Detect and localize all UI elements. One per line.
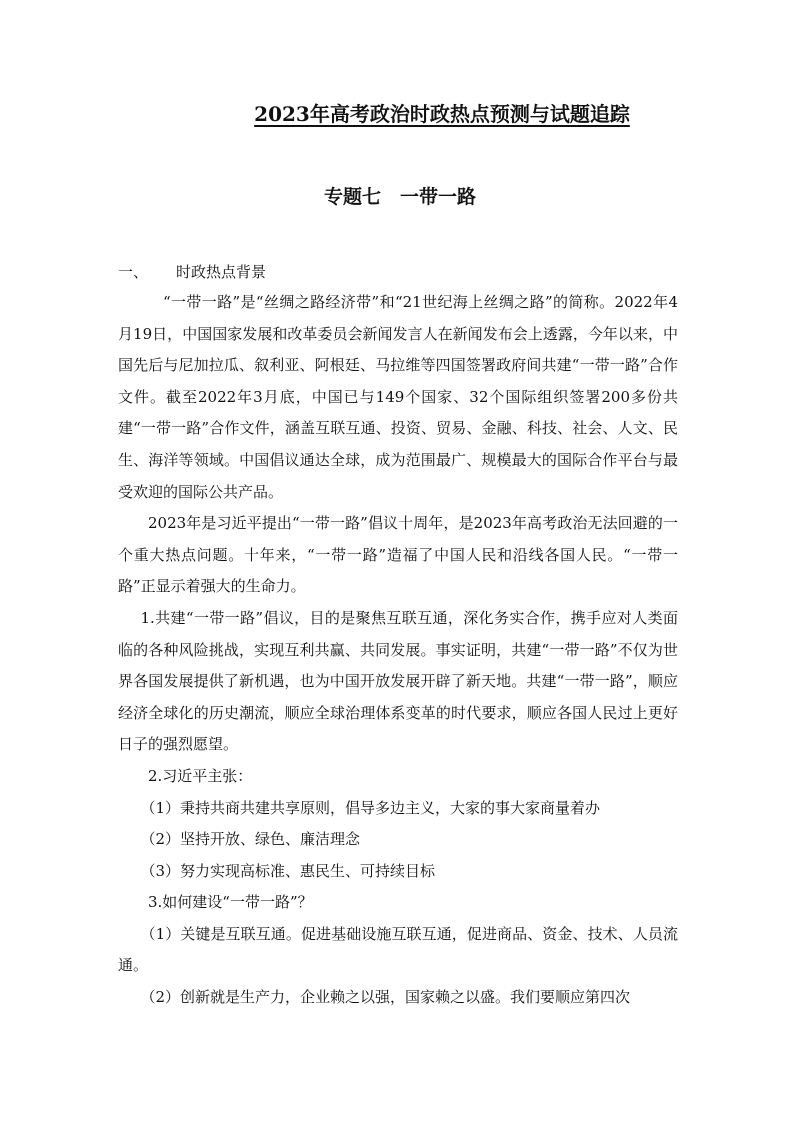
section-number: 一、 <box>118 263 149 281</box>
section-heading <box>118 261 266 282</box>
list-item: （1）关键是互联互通。促进基础设施互联互通，促进商品、资金、技术、人员流通。 <box>118 924 678 975</box>
document-title: 2023年高考政治时政热点预测与试题追踪 <box>254 102 630 126</box>
list-item: （3）努力实现高标准、惠民生、可持续目标 <box>140 861 436 880</box>
paragraph-point-3: 3.如何建设“一带一路”？ <box>148 893 313 912</box>
paragraph-point-2: 2.习近平主张： <box>148 766 253 785</box>
paragraph-background: “一带一路”是“丝绸之路经济带”和“21世纪海上丝绸之路”的简称。2022年4月19日，中国国家发展和改革委员会新闻发言人在新闻发布会上透露，今年以来，中国先后与尼加拉瓜、叙利亚、阿根廷、马拉维等四国签署政府间共建“一带一路”合作文件。截至2022年3月底，中国已与149个国家、32个国际组织签署200多份共建“一带一路”合作文件，涵盖互联互通、投资、贸易、金融、科技、社会、人文、民生、海洋等领域。中国倡议通达全球，成为范围最广、规模最大的国际合作平台与最受欢迎的国际公共产品。 <box>118 293 678 501</box>
paragraph-significance: 2023年是习近平提出“一带一路”倡议十周年，是2023年高考政治无法回避的一个重大热点问题。十年来，“一带一路”造福了中国人民和沿线各国人民。“一带一路”正显示着强大的生命力。 <box>118 514 678 596</box>
body-text <box>118 287 678 1014</box>
topic-title: 专题七 一带一路 <box>323 186 476 208</box>
section-heading-text: 时政热点背景 <box>176 263 267 281</box>
paragraph-point-1: 1.共建“一带一路”倡议，目的是聚焦互联互通，深化务实合作，携手应对人类面临的各种风险挑战，实现互利共赢、共同发展。事实证明，共建“一带一路”不仅为世界各国发展提供了新机遇，也为中国开放发展开辟了新天地。共建“一带一路”，顺应经济全球化的历史潮流，顺应全球治理体系变革的时代要求，顺应各国人民过上更好日子的强烈愿望。 <box>118 608 678 754</box>
list-item: （2）创新就是生产力，企业赖之以强，国家赖之以盛。我们要顺应第四次 <box>140 988 631 1007</box>
list-item: （2）坚持开放、绿色、廉洁理念 <box>140 830 361 849</box>
list-item: （1）秉持共商共建共享原则，倡导多边主义，大家的事大家商量着办 <box>140 798 601 817</box>
